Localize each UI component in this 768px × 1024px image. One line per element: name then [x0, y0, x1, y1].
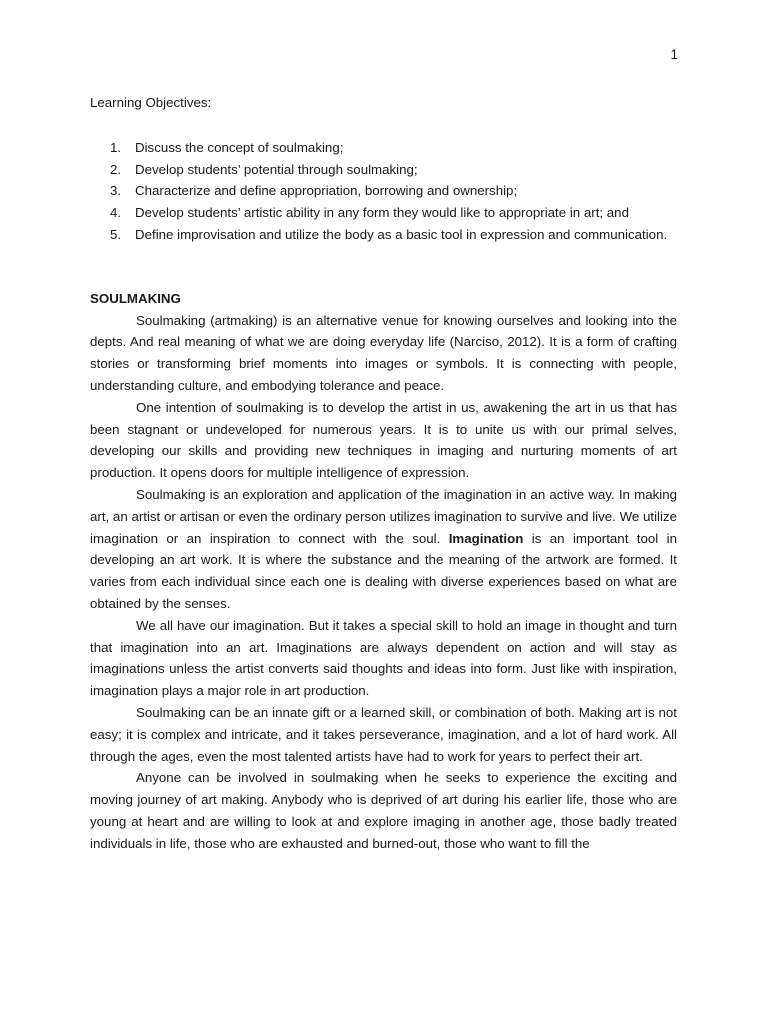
paragraph: One intention of soulmaking is to develop the artist in us, awakening the art in us that has been stagnant or undeveloped for numerous years. It is to unite us with our primal selves, developing our skills and providing new techniques in imaging and nurturing moments of art production. It opens doors for multiple intelligence of expression.	[90, 399, 677, 481]
paragraph: We all have our imagination. But it takes a special skill to hold an image in thought and turn that imagination into an art. Imaginations are always dependent on action and will stay as imaginations unless the artist converts said thoughts and ideas into form. Just like with inspiration, imagination plays a major role in art production.	[90, 617, 677, 699]
document-body	[90, 92, 677, 855]
paragraph-text: is an important tool in developing an art work. It is where the substance and the meaning of the artwork are formed. It varies from each individual since each one is dealing with diverse experiences based on what are obtained by the senses.	[90, 530, 677, 611]
paragraph: Soulmaking (artmaking) is an alternative venue for knowing ourselves and looking into the depts. And real meaning of what we are doing everyday life (Narciso, 2012). It is a form of crafting stories or transforming brief moments into images or symbols. It is connecting with people, understanding culture, and embodying tolerance and peace.	[90, 312, 677, 393]
objective-item	[90, 137, 677, 159]
objective-text: Develop students’ potential through soulmaking;	[135, 161, 418, 177]
objective-item	[90, 224, 677, 246]
objectives-list	[90, 137, 677, 246]
objective-text: Develop students’ artistic ability in any form they would like to appropriate in art; and	[135, 205, 629, 221]
objective-number: 5.	[110, 226, 122, 242]
paragraph: Anyone can be involved in soulmaking when he seeks to experience the exciting and moving journey of art making. Anybody who is deprived of art during his earlier life, those who are young at heart and are willing to look at and explore imaging in another age, those badly treated individuals in life, those who are exhausted and burned-out, those who want to fill the	[90, 770, 677, 851]
imagination-term: Imagination	[448, 530, 524, 546]
soulmaking-heading: SOULMAKING	[90, 290, 181, 306]
paragraph	[90, 484, 677, 615]
objective-text: Discuss the concept of soulmaking;	[135, 139, 344, 155]
objective-number: 4.	[110, 205, 122, 221]
learning-objectives-heading: Learning Objectives:	[90, 95, 212, 110]
objective-number: 1.	[110, 139, 122, 155]
objective-number: 2.	[110, 161, 122, 177]
paragraph-text: Soulmaking is an exploration and application of the imagination in an active way. In making art, an artist or artisan or even the ordinary person utilizes imagination to survive and live. We utilize imagination or an inspiration to connect with the soul.	[90, 486, 677, 546]
objective-text: Define improvisation and utilize the body as a basic tool in expression and communication.	[135, 226, 668, 242]
objective-text: Characterize and define appropriation, borrowing and ownership;	[135, 183, 518, 199]
paragraph: Soulmaking can be an innate gift or a learned skill, or combination of both. Making art is not easy; it is complex and intricate, and it takes perseverance, imagination, and a lot of hard work. All through the ages, even the most talented artists have had to work for years to perfect their art.	[90, 704, 677, 764]
objective-number: 3.	[110, 183, 122, 199]
objective-item	[90, 180, 677, 202]
page-number: 1	[670, 47, 678, 62]
objective-item	[90, 202, 677, 224]
objective-item	[90, 159, 677, 181]
